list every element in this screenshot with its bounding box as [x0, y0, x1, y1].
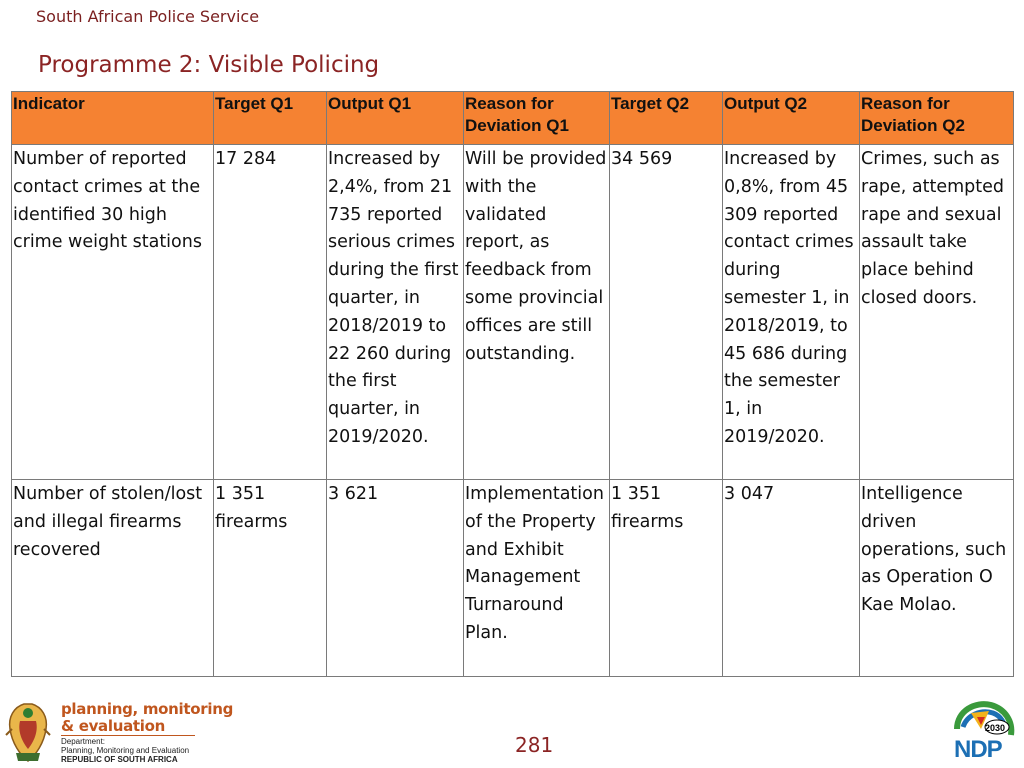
page-number: 281 [515, 733, 554, 757]
table-cell: 3 621 [327, 480, 464, 677]
table-cell: 1 351 firearms [610, 480, 723, 677]
pme-heading-line2: & evaluation [61, 717, 166, 735]
table-header-row [12, 92, 1014, 145]
table-cell: Number of reported contact crimes at the identified 30 high crime weight stations [12, 145, 214, 480]
ndp-label: NDP [954, 736, 1002, 763]
table-cell: Will be provided with the validated report, as feedback from some provincial offices are still outstanding. [464, 145, 610, 480]
organization-name: South African Police Service [36, 7, 260, 26]
column-header-output-q1: Output Q1 [327, 92, 464, 145]
column-header-reason-q1: Reason for Deviation Q1 [464, 92, 610, 145]
table-cell: Implementation of the Property and Exhibit Management Turnaround Plan. [464, 480, 610, 677]
table-cell: Crimes, such as rape, attempted rape and sexual assault take place behind closed doors. [860, 145, 1014, 480]
column-header-target-q2: Target Q2 [610, 92, 723, 145]
page-title: Programme 2: Visible Policing [38, 52, 380, 78]
table-cell: 3 047 [723, 480, 860, 677]
table-cell: 1 351 firearms [214, 480, 327, 677]
dept-label: Department: [61, 737, 106, 746]
table-cell: Number of stolen/lost and illegal firearms recovered [12, 480, 214, 677]
column-header-reason-q2: Reason for Deviation Q2 [860, 92, 1014, 145]
pme-divider [61, 735, 195, 736]
table-cell: Increased by 0,8%, from 45 309 reported contact crimes during semester 1, in 2018/2019, to 45 686 during the semester 1, in 2019/2020. [723, 145, 860, 480]
table-cell: 34 569 [610, 145, 723, 480]
dept-name: Planning, Monitoring and Evaluation [61, 746, 190, 755]
dept-country: REPUBLIC OF SOUTH AFRICA [61, 755, 178, 764]
column-header-output-q2: Output Q2 [723, 92, 860, 145]
table-cell: 17 284 [214, 145, 327, 480]
indicator-table [11, 91, 1014, 677]
table-cell: Increased by 2,4%, from 21 735 reported serious crimes during the first quarter, in 2018/2019 to 22 260 during the first quarter, in 2019/2020. [327, 145, 464, 480]
table-cell: Intelligence driven operations, such as Operation O Kae Molao. [860, 480, 1014, 677]
column-header-target-q1: Target Q1 [214, 92, 327, 145]
table-row [12, 480, 1014, 677]
column-header-indicator: Indicator [12, 92, 214, 145]
table-row [12, 145, 1014, 480]
pme-heading-line1: planning, monitoring [61, 700, 234, 718]
ndp-year: 2030 [985, 723, 1006, 733]
